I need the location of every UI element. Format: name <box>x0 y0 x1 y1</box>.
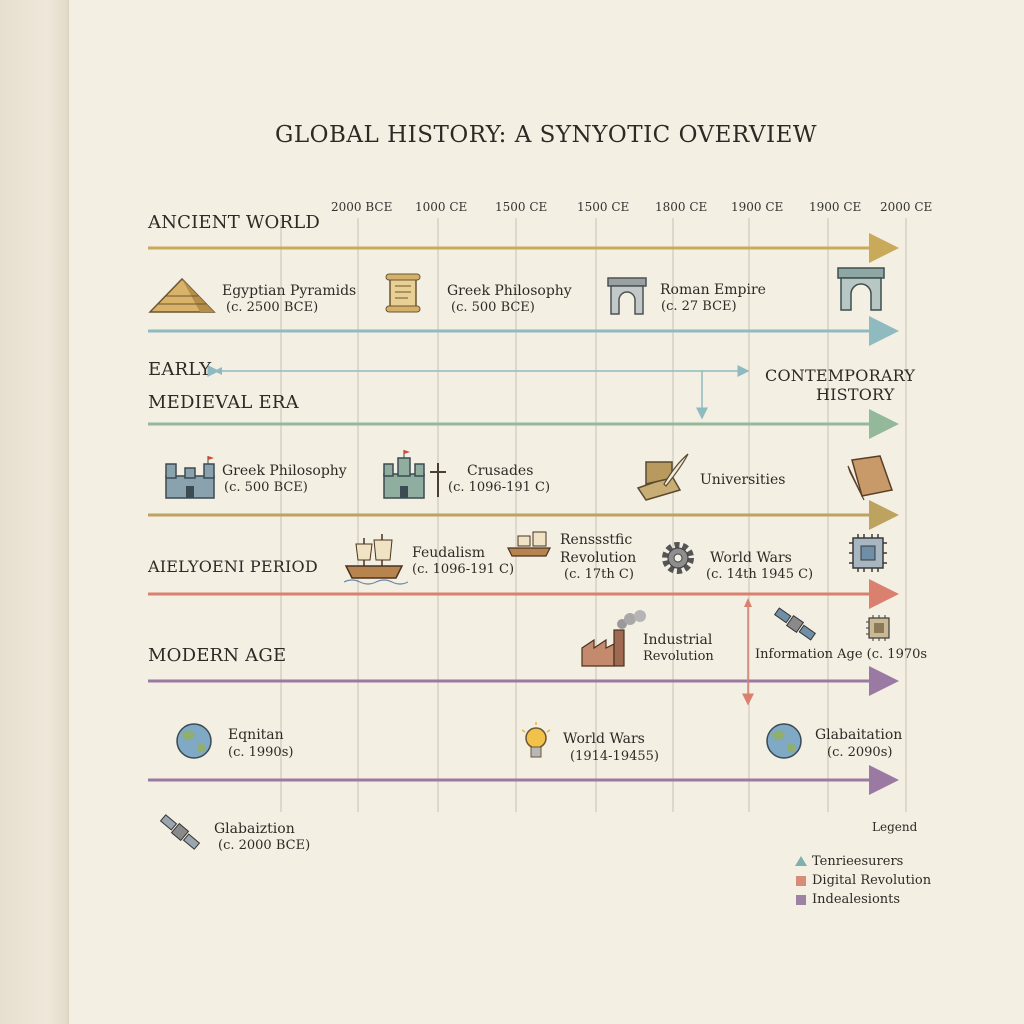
pyramid-icon <box>150 279 214 312</box>
coral-up-arrowhead <box>744 598 752 607</box>
era-label-early: EARLY <box>148 359 212 380</box>
event-name: Glabaitation <box>815 727 903 743</box>
page-title: GLOBAL HISTORY: A SYNYOTIC OVERVIEW <box>275 122 818 148</box>
triumphal-arch-icon <box>838 268 884 310</box>
microchip-icon <box>866 615 889 641</box>
event-name: World Wars <box>710 550 792 566</box>
castle-icon <box>384 450 424 498</box>
arch-icon <box>608 278 646 314</box>
event-date: (c. 2000 BCE) <box>218 838 311 853</box>
globe-icon <box>177 724 211 758</box>
event-name: Renssstfic <box>560 532 633 548</box>
tick-label: 2000 CE <box>880 200 933 214</box>
event-name: Revolution <box>560 550 637 566</box>
legend-title: Legend <box>872 820 918 834</box>
event-date: (c. 2500 BCE) <box>226 300 319 315</box>
tick-label: 1900 CE <box>809 200 862 214</box>
tick-label: 1900 CE <box>731 200 784 214</box>
event-name: World Wars <box>563 731 645 747</box>
event-date: (c. 2090s) <box>827 745 893 760</box>
book-quill-icon <box>638 454 688 500</box>
era-label-medieval: MEDIEVAL ERA <box>148 392 299 413</box>
event-name: Glabaiztion <box>214 821 295 837</box>
event-date: (c. 1990s) <box>228 745 294 760</box>
tick-label: 2000 BCE <box>331 200 393 214</box>
event-name: Eqnitan <box>228 727 284 743</box>
event-date: (c. 27 BCE) <box>661 299 737 314</box>
legend-square-icon <box>796 876 806 886</box>
era-label-ancient: ANCIENT WORLD <box>148 212 321 233</box>
event-name: Feudalism <box>412 545 485 561</box>
event-name: Information Age (c. 1970s <box>755 647 928 662</box>
era-label-history: HISTORY <box>816 385 895 404</box>
microchip-icon <box>849 534 887 572</box>
event-name: Industrial <box>643 632 713 648</box>
tick-label: 1500 CE <box>577 200 630 214</box>
gear-icon <box>665 545 691 571</box>
tick-label: 1800 CE <box>655 200 708 214</box>
event-date: (c. 14th 1945 C) <box>706 567 814 582</box>
satellite-icon <box>774 606 817 641</box>
legend-square-icon <box>796 895 806 905</box>
ship-icon <box>344 534 408 584</box>
book-icon <box>848 456 892 500</box>
legend-triangle-icon <box>795 856 807 866</box>
event-name: Greek Philosophy <box>222 463 347 479</box>
event-name: Roman Empire <box>660 282 766 298</box>
event-date: (c. 500 BCE) <box>451 300 535 315</box>
legend-item-label: Digital Revolution <box>812 873 932 888</box>
event-date: (c. 1096-191 C) <box>448 480 551 495</box>
satellite-icon <box>159 813 200 850</box>
event-name: Egyptian Pyramids <box>222 283 357 299</box>
tick-label: 1000 CE <box>415 200 468 214</box>
event-name: Universities <box>700 472 786 488</box>
ship-icon <box>508 532 550 556</box>
era-label-period: AIELYOENI PERIOD <box>148 557 318 576</box>
globe-icon <box>767 724 801 758</box>
castle-icon <box>166 456 214 498</box>
era-label-modern: MODERN AGE <box>148 645 287 666</box>
event-name: Revolution <box>643 649 714 664</box>
event-date: (c. 17th C) <box>564 567 634 582</box>
connector-left-arrowhead <box>214 367 222 375</box>
scroll-icon <box>386 274 420 312</box>
legend-item-label: Tenrieesurers <box>812 854 904 869</box>
event-date: (c. 500 BCE) <box>224 480 308 495</box>
event-date: (1914-19455) <box>570 749 659 764</box>
tick-label: 1500 CE <box>495 200 548 214</box>
cross-icon <box>430 463 446 497</box>
lightbulb-icon <box>522 722 550 757</box>
era-label-contemporary: CONTEMPORARY <box>765 366 916 385</box>
event-name: Crusades <box>467 463 534 479</box>
event-name: Greek Philosophy <box>447 283 572 299</box>
factory-icon <box>582 610 646 666</box>
legend-item-label: Indealesionts <box>812 892 901 907</box>
event-date: (c. 1096-191 C) <box>412 562 515 577</box>
